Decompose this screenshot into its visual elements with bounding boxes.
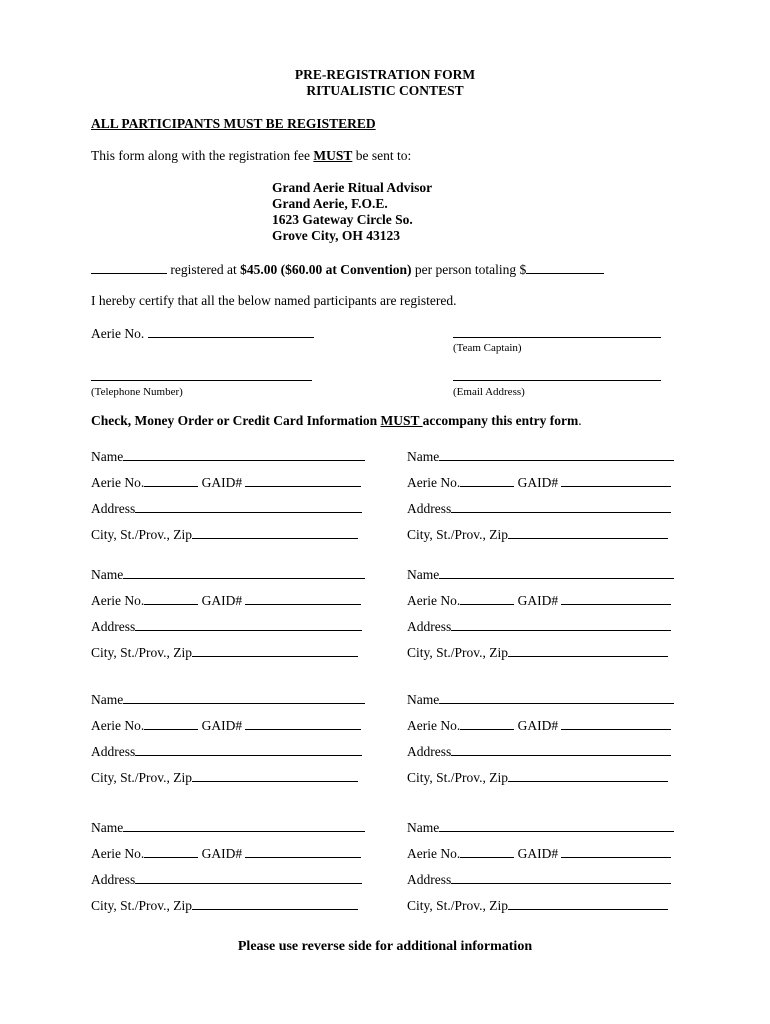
name-label: Name (91, 449, 124, 464)
participant-city-field[interactable] (192, 896, 358, 910)
certify-statement: I hereby certify that all the below named participants are registered. (91, 293, 457, 308)
reverse-side-note: Please use reverse side for additional information (237, 939, 533, 954)
payment-post: accompany this entry form (422, 413, 579, 428)
aerie-label: Aerie No. (407, 846, 461, 861)
participant-city-field[interactable] (192, 525, 358, 539)
participant-city-row (407, 643, 668, 661)
fee-amount: $45.00 ($60.00 at Convention) (240, 262, 412, 277)
participant-name-field[interactable] (439, 565, 674, 579)
participant-aerie-row (407, 716, 671, 734)
participant-aerie-field[interactable] (460, 716, 514, 730)
send-to-pre: This form along with the registration fee (91, 148, 314, 163)
address-line-2: Grand Aerie, F.O.E. (272, 196, 388, 211)
address-label: Address (407, 619, 452, 634)
participant-name-field[interactable] (123, 565, 365, 579)
gaid-label: GAID# (517, 475, 559, 490)
aerie-label: Aerie No. (407, 593, 461, 608)
participant-address-field[interactable] (135, 617, 362, 631)
aerie-label: Aerie No. (407, 475, 461, 490)
participant-address-row (407, 742, 671, 760)
city-label: City, St./Prov., Zip (91, 527, 193, 542)
gaid-label: GAID# (201, 475, 243, 490)
participant-gaid-field[interactable] (561, 473, 671, 487)
participant-address-row (407, 870, 671, 888)
participant-address-row (91, 617, 362, 635)
city-label: City, St./Prov., Zip (407, 770, 509, 785)
aerie-label: Aerie No. (407, 718, 461, 733)
participant-name-row (407, 447, 674, 465)
form-subtitle: RITUALISTIC CONTEST (306, 83, 464, 98)
participant-aerie-row (407, 591, 671, 609)
address-line-1: Grand Aerie Ritual Advisor (272, 180, 433, 195)
payment-pre: Check, Money Order or Credit Card Information (91, 413, 381, 428)
fee-line (91, 260, 604, 278)
total-amount-field[interactable] (526, 260, 604, 274)
address-label: Address (407, 872, 452, 887)
participant-city-row (91, 643, 358, 661)
gaid-label: GAID# (201, 718, 243, 733)
participant-city-field[interactable] (508, 525, 668, 539)
address-line-3: 1623 Gateway Circle So. (272, 212, 413, 227)
participant-aerie-row (407, 844, 671, 862)
participant-aerie-row (91, 844, 361, 862)
participant-address-row (91, 742, 362, 760)
address-label: Address (91, 744, 136, 759)
gaid-label: GAID# (201, 846, 243, 861)
participant-aerie-field[interactable] (460, 591, 514, 605)
name-label: Name (407, 820, 440, 835)
send-to-post: be sent to: (352, 148, 412, 163)
participant-name-field[interactable] (123, 818, 365, 832)
aerie-number-field[interactable] (148, 324, 314, 338)
address-label: Address (91, 619, 136, 634)
city-label: City, St./Prov., Zip (407, 898, 509, 913)
participant-aerie-row (407, 473, 671, 491)
email-field[interactable] (453, 380, 661, 381)
gaid-label: GAID# (517, 718, 559, 733)
telephone-field[interactable] (91, 380, 312, 381)
participant-city-row (407, 525, 668, 543)
participant-address-field[interactable] (135, 870, 362, 884)
participant-gaid-field[interactable] (561, 591, 671, 605)
participant-aerie-field[interactable] (144, 844, 198, 858)
aerie-label: Aerie No. (91, 593, 145, 608)
participant-name-row (407, 690, 674, 708)
payment-period: . (578, 413, 582, 428)
participant-name-field[interactable] (123, 690, 365, 704)
participant-aerie-row (91, 473, 361, 491)
address-label: Address (407, 501, 452, 516)
participant-aerie-row (91, 716, 361, 734)
payment-notice (91, 413, 582, 429)
name-label: Name (407, 692, 440, 707)
send-to-line (91, 148, 411, 164)
participant-name-row (91, 447, 365, 465)
address-label: Address (91, 872, 136, 887)
participant-address-row (407, 617, 671, 635)
city-label: City, St./Prov., Zip (407, 527, 509, 542)
participant-aerie-row (91, 591, 361, 609)
participant-city-field[interactable] (192, 768, 358, 782)
participant-aerie-field[interactable] (144, 473, 198, 487)
city-label: City, St./Prov., Zip (91, 898, 193, 913)
participant-aerie-field[interactable] (460, 473, 514, 487)
participant-address-row (91, 870, 362, 888)
participant-city-row (91, 525, 358, 543)
send-to-must: MUST (313, 148, 353, 163)
participant-city-row (91, 768, 358, 786)
registration-notice: ALL PARTICIPANTS MUST BE REGISTERED (91, 116, 376, 131)
participant-name-row (91, 818, 365, 836)
telephone-label: (Telephone Number) (91, 386, 183, 398)
aerie-number-row (91, 324, 314, 342)
city-label: City, St./Prov., Zip (91, 645, 193, 660)
team-captain-field[interactable] (453, 337, 661, 338)
participant-address-row (91, 499, 362, 517)
city-label: City, St./Prov., Zip (91, 770, 193, 785)
address-label: Address (91, 501, 136, 516)
participant-aerie-field[interactable] (144, 591, 198, 605)
participant-name-field[interactable] (439, 447, 674, 461)
participant-city-field[interactable] (508, 896, 668, 910)
aerie-label: Aerie No. (91, 846, 145, 861)
participant-address-field[interactable] (135, 499, 362, 513)
address-line-4: Grove City, OH 43123 (272, 228, 400, 243)
participant-name-field[interactable] (439, 690, 674, 704)
participant-name-row (407, 565, 674, 583)
gaid-label: GAID# (517, 846, 559, 861)
participant-city-field[interactable] (192, 643, 358, 657)
email-label: (Email Address) (453, 386, 525, 398)
aerie-label: Aerie No. (91, 475, 145, 490)
participant-city-field[interactable] (508, 643, 668, 657)
participant-address-field[interactable] (451, 870, 671, 884)
name-label: Name (91, 567, 124, 582)
name-label: Name (407, 449, 440, 464)
name-label: Name (407, 567, 440, 582)
registered-count-field[interactable] (91, 260, 167, 274)
participant-name-field[interactable] (123, 447, 365, 461)
payment-must: MUST (380, 413, 423, 428)
participant-address-field[interactable] (451, 617, 671, 631)
participant-aerie-field[interactable] (144, 716, 198, 730)
form-title: PRE-REGISTRATION FORM (294, 67, 476, 82)
fee-post: per person totaling $ (411, 262, 527, 277)
city-label: City, St./Prov., Zip (407, 645, 509, 660)
gaid-label: GAID# (517, 593, 559, 608)
participant-address-field[interactable] (451, 499, 671, 513)
participant-aerie-field[interactable] (460, 844, 514, 858)
participant-gaid-field[interactable] (245, 591, 361, 605)
gaid-label: GAID# (201, 593, 243, 608)
participant-gaid-field[interactable] (245, 844, 361, 858)
aerie-label: Aerie No. (91, 718, 145, 733)
aerie-number-label: Aerie No. (91, 326, 145, 341)
fee-pre: registered at (167, 262, 241, 277)
participant-name-field[interactable] (439, 818, 674, 832)
participant-address-row (407, 499, 671, 517)
participant-name-row (91, 565, 365, 583)
participant-city-row (91, 896, 358, 914)
team-captain-label: (Team Captain) (453, 342, 522, 354)
name-label: Name (91, 820, 124, 835)
participant-address-field[interactable] (451, 742, 671, 756)
name-label: Name (91, 692, 124, 707)
participant-name-row (91, 690, 365, 708)
participant-address-field[interactable] (135, 742, 362, 756)
participant-city-row (407, 896, 668, 914)
address-label: Address (407, 744, 452, 759)
participant-gaid-field[interactable] (245, 473, 361, 487)
participant-city-field[interactable] (508, 768, 668, 782)
participant-gaid-field[interactable] (561, 844, 671, 858)
participant-name-row (407, 818, 674, 836)
participant-city-row (407, 768, 668, 786)
participant-gaid-field[interactable] (245, 716, 361, 730)
participant-gaid-field[interactable] (561, 716, 671, 730)
